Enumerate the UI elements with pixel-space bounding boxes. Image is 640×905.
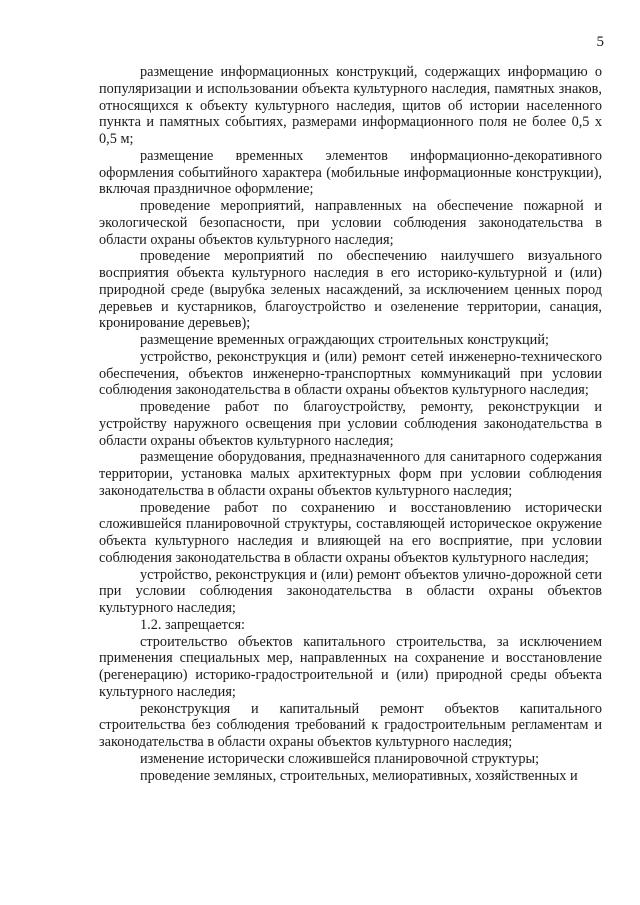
paragraph-sanitary-equipment: размещение оборудования, предназначенного для санитарного содержания территории, установка малых архитектурных форм при условии соблюдения законодательства в области охраны объектов культурного наследия; [99, 449, 602, 499]
paragraph-temporary-fencing: размещение временных ограждающих строительных конструкций; [140, 332, 549, 348]
paragraph-planning-structure-restoration: проведение работ по сохранению и восстановлению исторически сложившейся планировочной структуры, составляющей историческое окружение объекта культурного наследия и влияющей на его восприятие, при условии соблюдения законодательства в области охраны объектов культурного наследия; [99, 499, 602, 566]
paragraph-engineering-networks: устройство, реконструкция и (или) ремонт сетей инженерно-технического обеспечения, объектов инженерно-транспортных коммуникаций при условии соблюдения законодательства в области охраны объектов культурного наследия; [99, 348, 602, 399]
paragraph-temporary-decor: размещение временных элементов информационно-декоративного оформления событийного характера (мобильные информационные конструкции), включая праздничное оформление; [99, 147, 602, 198]
paragraph-earthworks: проведение земляных, строительных, мелиоративных, хозяйственных и [140, 767, 578, 784]
paragraph-reconstruction-repair: реконструкция и капитальный ремонт объектов капитального строительства без соблюдения требований к градостроительным регламентам и законодательства в области охраны объектов культурного наследия; [99, 700, 602, 750]
paragraph-fire-safety: проведение мероприятий, направленных на обеспечение пожарной и экологической безопасности, при условии соблюдения законодательства в области охраны объектов культурного наследия; [99, 198, 602, 248]
paragraph-info-structures: размещение информационных конструкций, содержащих информацию о популяризации и использовании объекта культурного наследия, памятных знаков, относящихся к объекту культурного наследия, щитов об истории населенного пункта и памятных событиях, размерами информационного поля не более 0,5 х 0,5 м; [99, 64, 602, 147]
page-number: 5 [596, 34, 604, 50]
paragraph-landscaping-lighting: проведение работ по благоустройству, ремонту, реконструкции и устройству наружного освещения при условии соблюдения законодательства в области охраны объектов культурного наследия; [99, 399, 602, 449]
paragraph-planning-structure-change: изменение исторически сложившейся планировочной структуры; [140, 750, 540, 767]
document-body [99, 64, 602, 784]
paragraph-road-network: устройство, реконструкция и (или) ремонт объектов улично-дорожной сети при условии соблюдения законодательства в области охраны объектов культурного наследия; [99, 566, 602, 616]
paragraph-visual-perception: проведение мероприятий по обеспечению наилучшего визуального восприятия объекта культурного наследия в его историко-культурной и (или) природной среде (вырубка зеленых насаждений, за исключением ценных пород деревьев и кустарников, благоустройство и озеленение территории, санация, кронирование деревьев); [99, 248, 602, 332]
paragraph-capital-construction: строительство объектов капитального строительства, за исключением применения специальных мер, направленных на сохранение и восстановление (регенерацию) историко-градостроительной и (или) природной среды объекта культурного наследия; [99, 633, 602, 700]
section-heading-prohibited: 1.2. запрещается: [140, 616, 245, 633]
